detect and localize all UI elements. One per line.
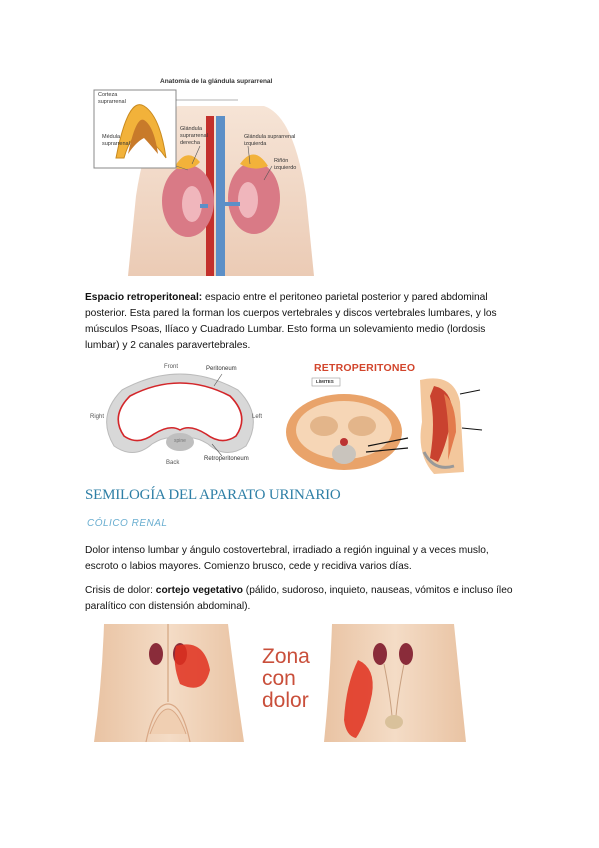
- limites-tag: LÍMITES: [316, 379, 334, 384]
- crisis-text: (pálido, sudoroso, inquieto, nauseas, vómitos e incluso íleo paralítico con distensión abdominal).: [85, 585, 513, 612]
- label-retroperitoneum: Retroperitoneum: [204, 456, 249, 462]
- label-right: Right: [90, 414, 105, 420]
- label-peritoneum: Peritoneum: [206, 366, 237, 372]
- label-left: Left: [252, 414, 263, 420]
- label-front: Front: [164, 364, 179, 370]
- label-left-gland: Glándula suprarrenal izquierda: [244, 134, 296, 147]
- zona-con-dolor-label: Zona con dolor: [262, 645, 310, 712]
- label-right-gland: Glándula suprarrenal derecha: [180, 126, 208, 146]
- crisis-prefix: Crisis de dolor:: [85, 585, 156, 596]
- pain-zone-figure: [94, 624, 504, 742]
- retroperitoneo-figure: [284, 362, 510, 476]
- peritoneum-diagram: [86, 360, 274, 472]
- section-heading: SEMILOGÍA DEL APARATO URINARIO: [85, 487, 341, 503]
- adrenal-anatomy-figure: [88, 76, 354, 276]
- retroperitoneal-text: espacio entre el peritoneo parietal posterior y pared abdominal posterior. Esta pared la forman los cuerpos vertebrales y discos vertebrales lumbares, y los músculos Psoas, Ilíaco y Cuadrado Lumbar. Esto forma un solevamiento medio (lordosis lumbar) y 2 canales paravertebrales.: [85, 292, 497, 351]
- section-subheading: CÓLICO RENAL: [87, 518, 168, 529]
- adrenal-figure-title: Anatomía de la glándula suprarrenal: [160, 78, 273, 85]
- retroperitoneo-title: RETROPERITONEO: [314, 362, 416, 374]
- label-spine: spine: [174, 438, 186, 444]
- label-kidney: Riñón izquierdo: [274, 158, 297, 171]
- label-medulla: Médula suprarrenal: [102, 134, 130, 147]
- label-cortex: Corteza suprarrenal: [98, 92, 126, 105]
- label-back: Back: [166, 460, 180, 466]
- cortejo-term: cortejo vegetativo: [155, 585, 243, 596]
- crisis-paragraph: [85, 583, 515, 615]
- retroperitoneal-paragraph: [85, 290, 515, 354]
- colico-paragraph: Dolor intenso lumbar y ángulo costovertebral, irradiado a región inguinal y a veces muslo, escroto o labios mayores. Comienzo brusco, cede y recidiva varios días.: [85, 545, 489, 572]
- retroperitoneal-term: Espacio retroperitoneal:: [85, 292, 203, 303]
